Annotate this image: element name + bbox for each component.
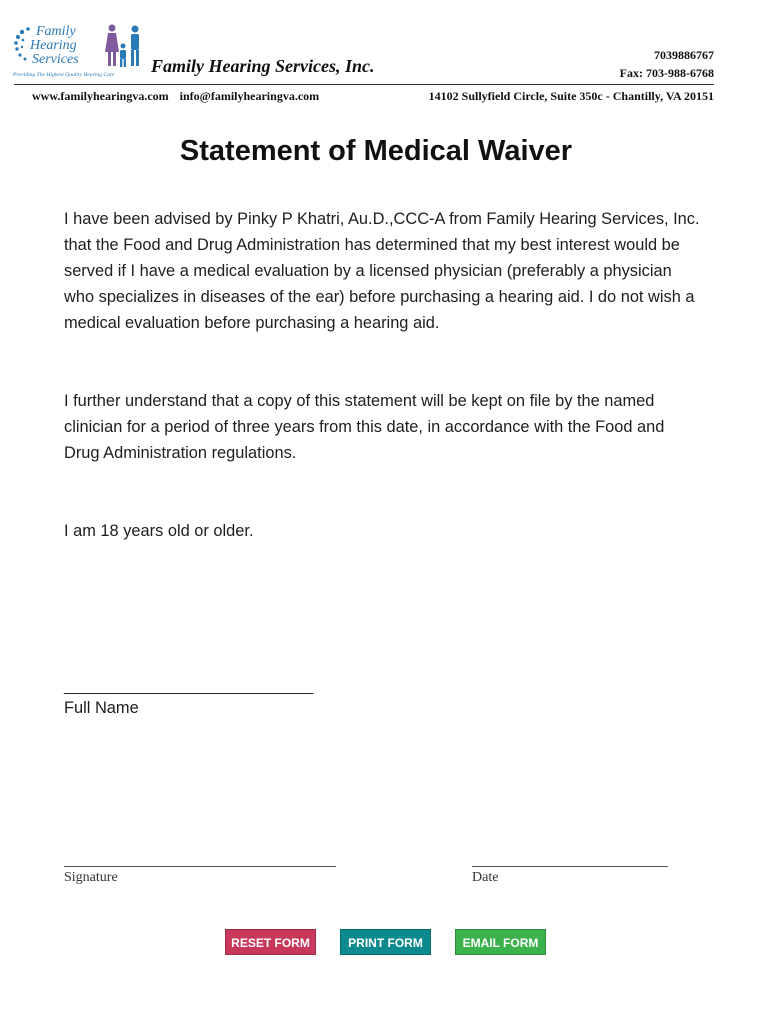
- logo-line3: Services: [32, 52, 79, 67]
- logo-line2: Hearing: [30, 38, 77, 53]
- full-name-field[interactable]: ____________________________: [64, 678, 314, 695]
- full-name-label: Full Name: [64, 699, 139, 717]
- company-logo: [12, 22, 152, 82]
- logo-line1: Family: [36, 24, 76, 39]
- web-contact-row: [32, 89, 327, 104]
- email-form-button[interactable]: EMAIL FORM: [455, 929, 546, 955]
- page-title: Statement of Medical Waiver: [179, 135, 573, 167]
- advisement-paragraph: I have been advised by Pinky P Khatri, Au.D.,CCC-A from Family Hearing Services, Inc. that the Food and Drug Administration has determined that my best interest would be served if I have a medical evaluation by a licensed physician (preferably a physician who specializes in diseases of the ear) before purchasing a hearing aid. I do not wish a medical evaluation before purchasing a hearing aid.: [64, 210, 700, 332]
- company-name: Family Hearing Services, Inc.: [151, 56, 375, 76]
- date-field[interactable]: [472, 866, 668, 867]
- phone-number: 7039886767: [654, 48, 714, 62]
- contact-block: [620, 46, 714, 82]
- header-divider: [14, 84, 714, 85]
- fax-number: Fax: 703-988-6768: [619, 66, 714, 80]
- signature-label: Signature: [64, 870, 118, 885]
- print-form-button[interactable]: PRINT FORM: [340, 929, 431, 955]
- signature-field[interactable]: [64, 866, 336, 867]
- records-paragraph: I further understand that a copy of this statement will be kept on file by the named clinician for a period of three years from this date, in accordance with the Food and Drug Administration regulations.: [64, 392, 665, 462]
- age-statement: I am 18 years old or older.: [64, 522, 254, 540]
- date-label: Date: [472, 870, 499, 885]
- website-link[interactable]: www.familyhearingva.com: [32, 89, 169, 103]
- company-address: 14102 Sullyfield Circle, Suite 350c - Chantilly, VA 20151: [428, 89, 714, 103]
- logo-tagline: Providing The Highest Quality Hearing Care: [13, 72, 115, 78]
- reset-form-button[interactable]: RESET FORM: [225, 929, 316, 955]
- logo-graphic: [12, 22, 152, 82]
- email-link[interactable]: info@familyhearingva.com: [179, 89, 320, 103]
